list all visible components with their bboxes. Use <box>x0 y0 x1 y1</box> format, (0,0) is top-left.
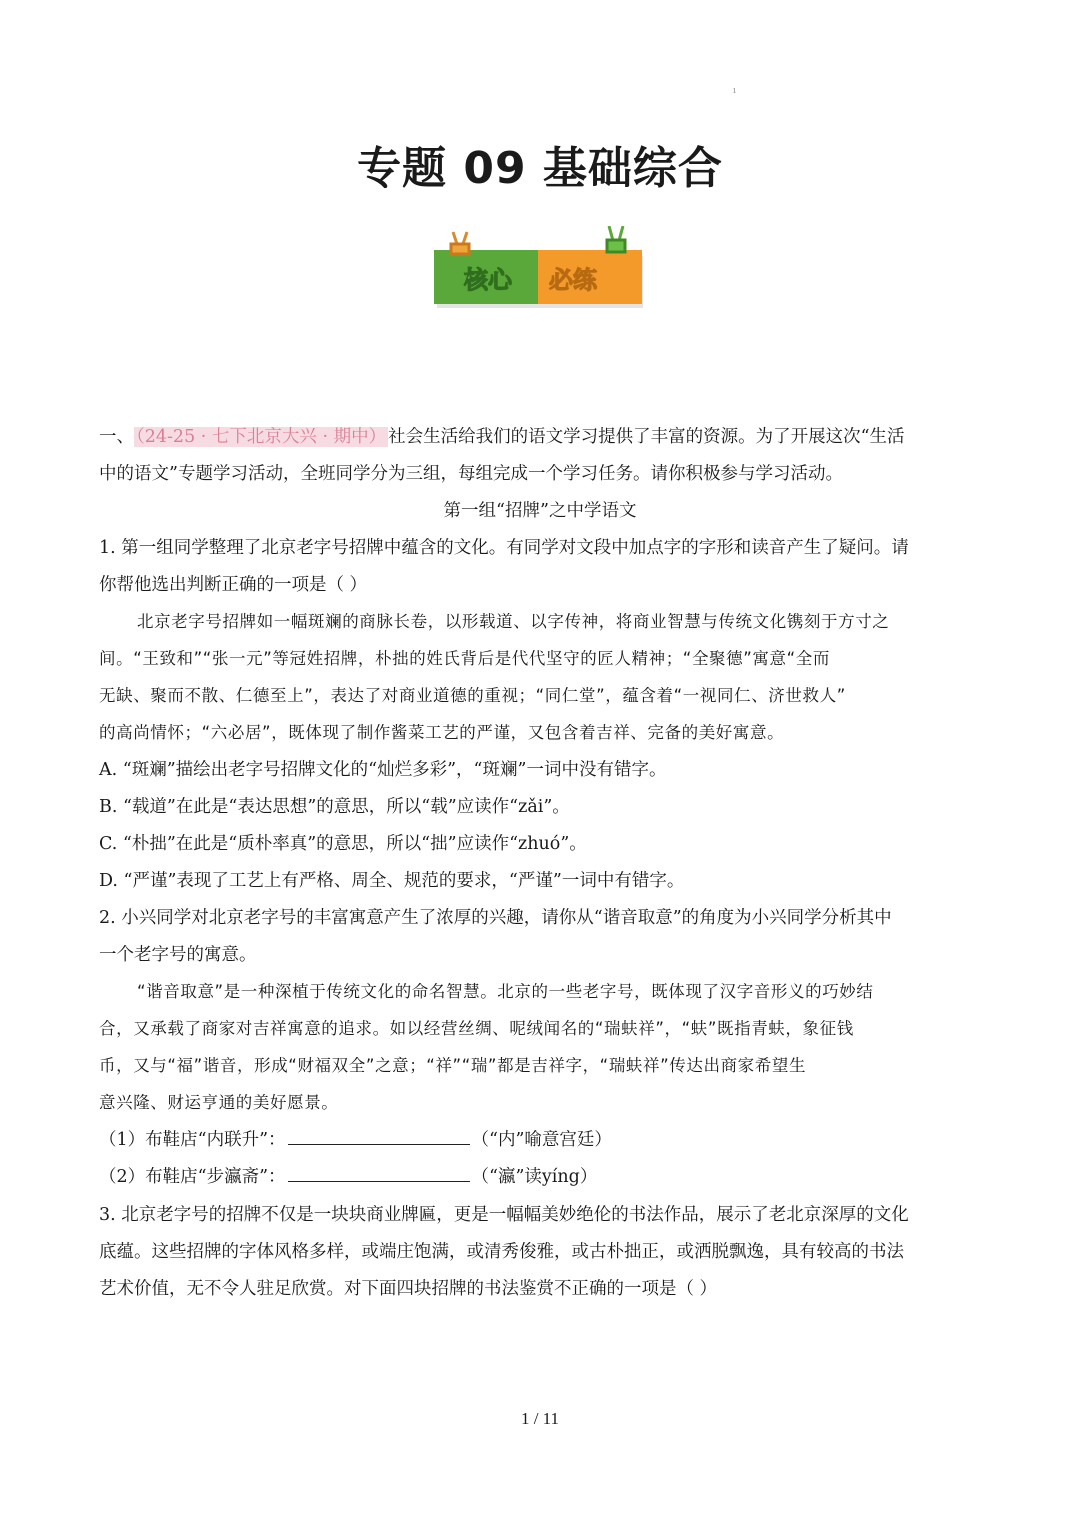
option-a: A. “斑斓”描绘出老字号招牌文化的“灿烂多彩”，“斑斓”一词中没有错字。 <box>99 760 667 780</box>
q1-line-1: 1. 第一组同学整理了北京老字号招牌中蕴含的文化。有同学对文段中加点字的字形和读音产生了疑问。请 <box>99 538 909 558</box>
passage1-line: 无缺、聚而不散、仁德至上”，表达了对商业道德的重视；“同仁堂”，蕴含着“一视同仁、济世救人” <box>99 686 846 705</box>
q3-line-2: 底蕴。这些招牌的字体风格多样，或端庄饱满，或清秀俊雅，或古朴拙正，或洒脱飘逸，具有较高的书法 <box>99 1242 904 1262</box>
passage1-line: 的高尚情怀；“六必居”，既体现了制作酱菜工艺的严谨，又包含着吉祥、完备的美好寓意。 <box>99 723 785 742</box>
sub2-hint: （“瀛”读yíng） <box>471 1167 598 1187</box>
option-b: B. “载道”在此是“表达思想”的意思，所以“载”应读作“zǎi”。 <box>99 797 570 817</box>
core-practice-badge <box>433 226 643 308</box>
intro-line-2: 中的语文”专题学习活动，全班同学分为三组，每组完成一个学习任务。请你积极参与学习活动。 <box>99 464 843 484</box>
sub-question-2 <box>99 1165 597 1189</box>
answer-blank-2[interactable] <box>288 1165 470 1182</box>
page-title: 专题 09 基础综合 <box>357 143 723 194</box>
passage2-line: 合，又承载了商家对吉祥寓意的追求。如以经营丝绸、呢绒闻名的“瑞蚨祥”，“蚨”既指青蚨，象征钱 <box>99 1019 854 1038</box>
option-c: C. “朴拙”在此是“质朴率真”的意思，所以“拙”应读作“zhuó”。 <box>99 834 587 854</box>
passage1-line: 间。“王致和”“张一元”等冠姓招牌，朴拙的姓氏背后是代代坚守的匠人精神；“全聚德”寓意“全而 <box>99 649 830 668</box>
q3-line-1: 3. 北京老字号的招牌不仅是一块块商业牌匾，更是一幅幅美妙绝伦的书法作品，展示了老北京深厚的文化 <box>99 1205 909 1225</box>
binder-clip-icon <box>607 226 625 252</box>
passage1-line: 北京老字号招牌如一幅斑斓的商脉长卷，以形载道、以字传神，将商业智慧与传统文化镌刻于方寸之 <box>137 612 890 631</box>
answer-blank-1[interactable] <box>288 1128 470 1145</box>
badge-right-text: 必练 <box>549 266 597 294</box>
badge-left-text: 核心 <box>464 266 512 294</box>
q1-line-2: 你帮他选出判断正确的一项是（ ） <box>99 575 368 595</box>
passage2-line: 意兴隆、财运亨通的美好愿景。 <box>99 1093 339 1112</box>
passage2-line: “谐音取意”是一种深植于传统文化的命名智慧。北京的一些老字号，既体现了汉字音形义的巧妙结 <box>137 982 874 1001</box>
q2-line-2: 一个老字号的寓意。 <box>99 945 257 965</box>
binder-clip-icon <box>451 232 469 254</box>
group-title: 第一组“招牌”之中学语文 <box>443 501 637 521</box>
sub-question-1 <box>99 1128 612 1152</box>
question-number: 一、 <box>99 427 134 447</box>
page-mark: ı <box>733 86 736 96</box>
q3-line-3: 艺术价值，无不令人驻足欣赏。对下面四块招牌的书法鉴赏不正确的一项是（ ） <box>99 1279 718 1299</box>
sub1-label: （1）布鞋店“内联升”： <box>99 1130 286 1150</box>
page-number: 1 / 11 <box>520 1409 560 1428</box>
q2-line-1: 2. 小兴同学对北京老字号的丰富寓意产生了浓厚的兴趣，请你从“谐音取意”的角度为小兴同学分析其中 <box>99 908 892 928</box>
source-tag: （24-25 · 七下北京大兴 · 期中） <box>136 427 387 447</box>
intro-text: 社会生活给我们的语文学习提供了丰富的资源。为了开展这次“生活 <box>388 427 905 447</box>
sub2-label: （2）布鞋店“步瀛斋”： <box>99 1167 286 1187</box>
intro-line-1 <box>99 425 905 449</box>
sub1-hint: （“内”喻意宫廷） <box>471 1130 612 1150</box>
option-d: D. “严谨”表现了工艺上有严格、周全、规范的要求，“严谨”一词中有错字。 <box>99 871 685 891</box>
passage2-line: 币，又与“福”谐音，形成“财福双全”之意；“祥”“瑞”都是吉祥字，“瑞蚨祥”传达出商家希望生 <box>99 1056 807 1075</box>
